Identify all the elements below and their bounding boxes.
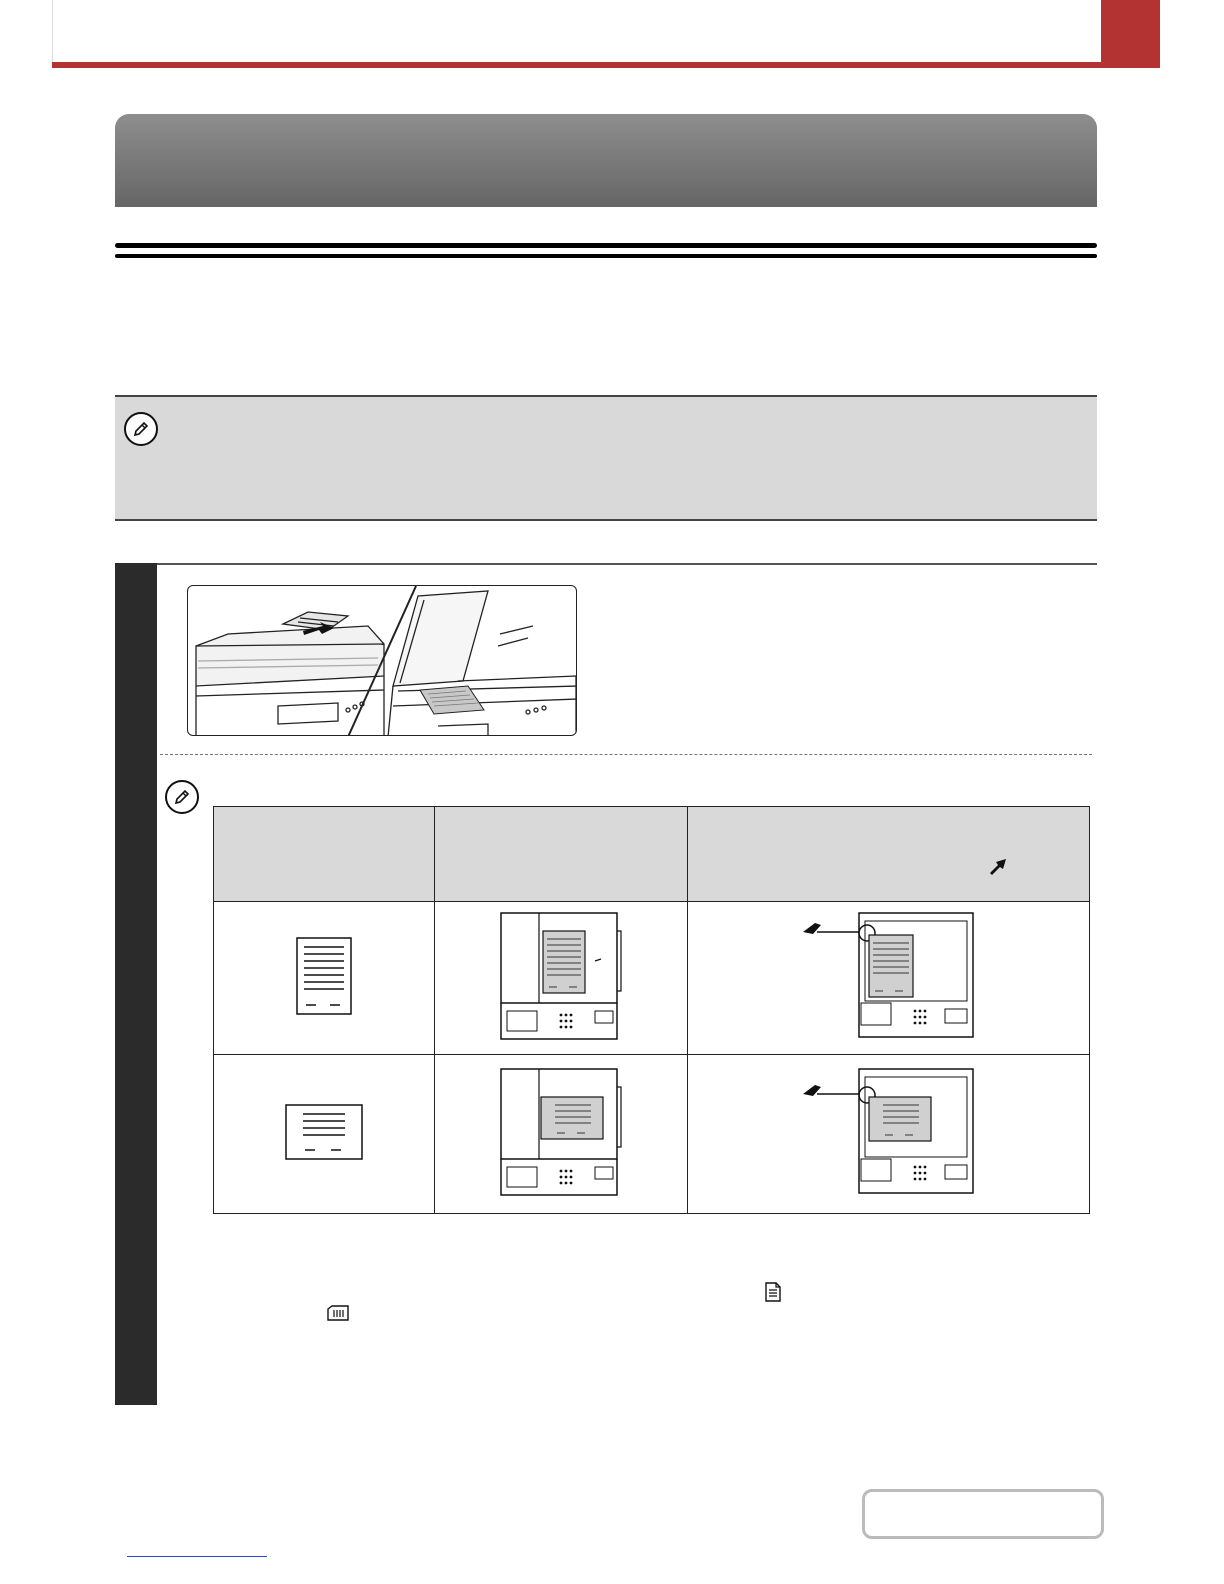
feeder-portrait-cell — [434, 902, 688, 1055]
orientation-table — [213, 806, 1090, 1214]
footer-link[interactable] — [127, 1556, 267, 1557]
pencil-icon — [165, 780, 199, 814]
chapter-tab[interactable] — [1101, 0, 1160, 66]
section-rule-bottom — [115, 254, 1097, 258]
feeder-landscape-cell — [434, 1055, 688, 1214]
header-original — [214, 807, 435, 902]
glass-portrait-cell — [688, 902, 1090, 1055]
header-rule — [52, 62, 1160, 68]
glass-portrait-icon — [799, 911, 979, 1041]
portrait-orientation-icon[interactable] — [765, 1282, 781, 1302]
table-row — [214, 1055, 1090, 1214]
step-bar — [115, 563, 157, 1405]
glass-landscape-icon — [799, 1067, 979, 1197]
pencil-icon — [124, 412, 158, 446]
step-divider — [160, 754, 1092, 755]
step-top-rule — [157, 563, 1097, 565]
contents-button[interactable] — [862, 1489, 1104, 1539]
chapter-banner — [115, 114, 1097, 207]
header-document-glass — [688, 807, 1090, 902]
note-box — [115, 395, 1097, 521]
copier-original-placement-icon — [187, 585, 577, 736]
landscape-original-icon — [285, 1104, 363, 1160]
portrait-original-cell — [214, 902, 435, 1055]
feeder-portrait-icon — [499, 911, 623, 1041]
header-document-feeder — [434, 807, 688, 902]
table-row — [214, 902, 1090, 1055]
glass-landscape-cell — [688, 1055, 1090, 1214]
feeder-landscape-icon — [499, 1067, 623, 1197]
header-left-line — [52, 0, 53, 62]
landscape-orientation-icon[interactable] — [327, 1305, 349, 1321]
section-rule-top — [115, 243, 1097, 248]
landscape-original-cell — [214, 1055, 435, 1214]
portrait-original-icon — [296, 937, 352, 1015]
corner-arrow-icon — [988, 857, 1008, 875]
